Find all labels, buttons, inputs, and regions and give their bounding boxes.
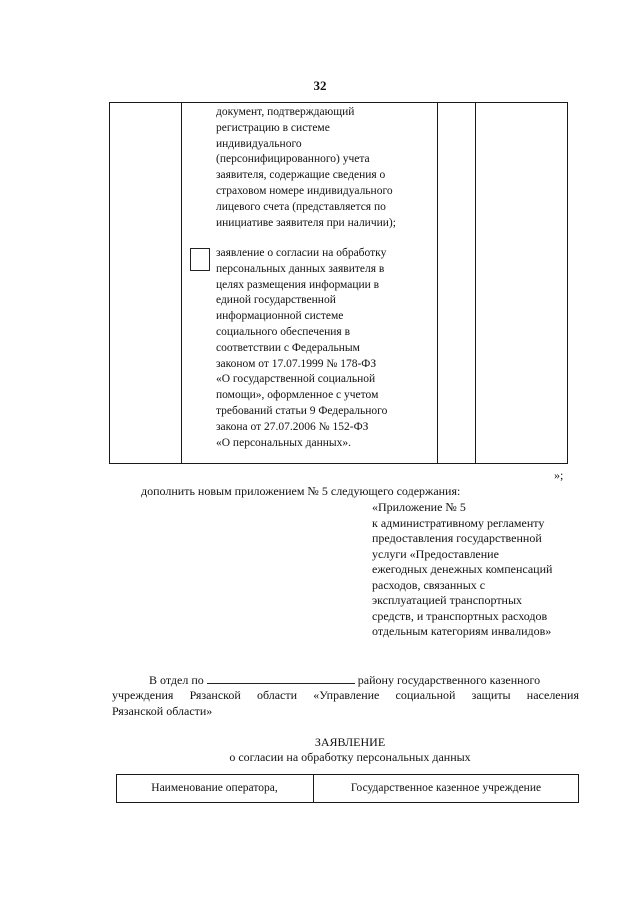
item-line: закона от 27.07.2006 № 152-ФЗ: [216, 420, 369, 433]
item-line: социального обеспечения в: [216, 325, 351, 338]
item-line: заявителя, содержащие сведения о: [216, 169, 386, 182]
appendix-line: предоставления государственной: [372, 531, 542, 545]
appendix-line: расходов, связанных с: [372, 577, 486, 592]
appendix-line: ежегодных денежных компенсаций: [372, 562, 553, 576]
table-bottom-border: [109, 463, 568, 464]
table-top-border: [109, 102, 568, 103]
appendix-line: средств, и транспортных расходов: [372, 608, 548, 623]
item-line: помощи», оформленное с учетом: [216, 389, 379, 402]
operator-table-top: [116, 774, 579, 775]
operator-name-label: Наименование оператора,: [151, 782, 278, 794]
closing-quote: »;: [554, 468, 564, 482]
item-line: требований статьи 9 Федерального: [216, 404, 388, 417]
item-line: целях размещения информации в: [216, 278, 380, 291]
table-col-divider-1: [181, 102, 182, 464]
table-right-border: [567, 102, 568, 464]
item-line: регистрацию в системе: [216, 121, 330, 134]
addressee-prefix: В отдел по: [149, 673, 204, 687]
statement-subtitle: о согласии на обработку персональных данных: [229, 750, 471, 764]
addressee-line-1: [149, 672, 579, 689]
item-line: (персонифицированного) учета: [216, 153, 370, 166]
table-col-divider-2: [437, 102, 438, 464]
document-item-snils: [216, 105, 396, 231]
amendment-line: дополнить новым приложением № 5 следующего содержания:: [141, 484, 461, 498]
item-line: документ, подтверждающий: [216, 106, 355, 118]
item-line: персональных данных заявителя в: [216, 262, 385, 275]
item-line: заявление о согласии на обработку: [216, 247, 387, 259]
item-line: «О персональных данных».: [216, 436, 352, 449]
item-line: «О государственной социальной: [216, 373, 376, 386]
statement-title: ЗАЯВЛЕНИЕ: [314, 735, 386, 749]
appendix-header: [372, 500, 552, 640]
item-line: лицевого счета (представляется по: [216, 200, 386, 213]
appendix-line: к административному регламенту: [372, 515, 545, 530]
table-col-divider-3: [475, 102, 476, 464]
appendix-line: эксплуатацией транспортных: [372, 593, 523, 607]
appendix-line: отдельным категориям инвалидов»: [372, 624, 552, 638]
item-line: информационной системе: [216, 310, 344, 323]
item-line: законом от 17.07.1999 № 178-ФЗ: [216, 357, 377, 370]
item-line: единой государственной: [216, 294, 336, 307]
table-left-border: [109, 102, 110, 464]
addressee-line-2: учреждения Рязанской области «Управление социальной защиты населения: [112, 688, 579, 702]
district-input-line[interactable]: [207, 672, 355, 684]
item-line: инициативе заявителя при наличии);: [216, 216, 396, 229]
document-item-consent: [216, 246, 387, 451]
appendix-line: «Приложение № 5: [372, 500, 466, 514]
addressee-suffix: району государственного казенного: [357, 673, 541, 687]
consent-checkbox[interactable]: [190, 248, 210, 271]
page-number: 32: [313, 78, 327, 93]
addressee-line-3: Рязанской области»: [112, 704, 213, 718]
item-line: страховом номере индивидуального: [216, 184, 393, 197]
operator-table-right: [578, 774, 579, 803]
item-line: соответствии с Федеральным: [216, 341, 360, 354]
operator-name-value: Государственное казенное учреждение: [350, 782, 542, 794]
appendix-line: услуги «Предоставление: [372, 546, 499, 561]
item-line: индивидуального: [216, 137, 302, 150]
operator-table-bottom: [116, 802, 579, 803]
